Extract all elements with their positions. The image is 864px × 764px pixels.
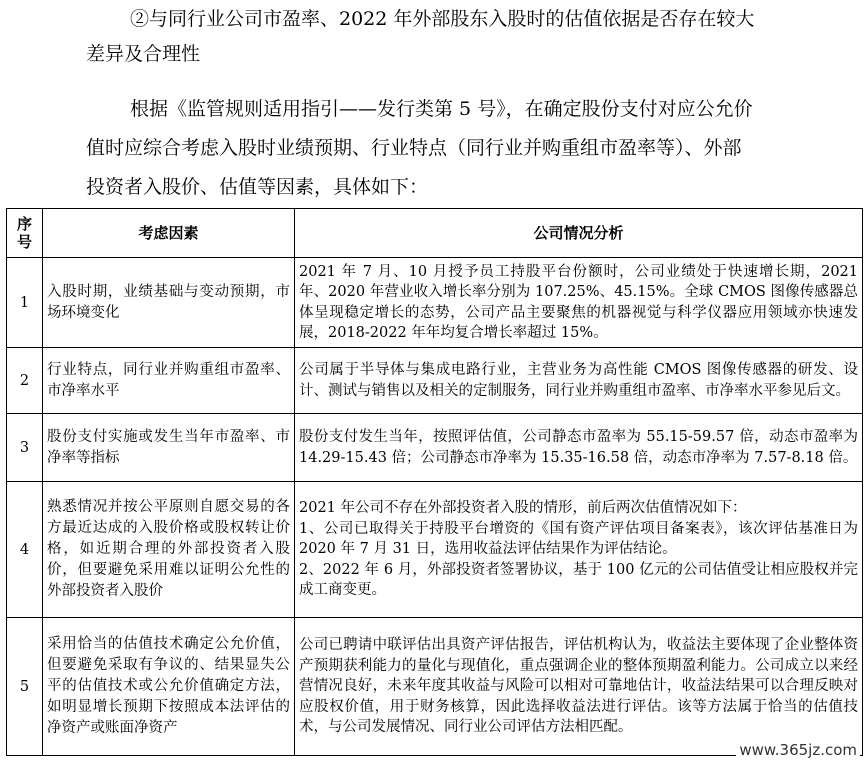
row-analysis: [295, 414, 863, 482]
valuation-factors-table: [6, 208, 863, 756]
row-seq: 4: [7, 482, 43, 618]
intro-line-3: 投资者入股价、估值等因素，具体如下：: [86, 176, 429, 198]
row-analysis: [295, 348, 863, 414]
row-seq: 5: [7, 618, 43, 756]
row-factor: 采用恰当的估值技术确定公允价值，但要避免采取有争议的、结果显失公平的估值技术或公允价值确定方法，如明显增长预期下按照成本法评估的净资产或账面净资产: [43, 618, 295, 756]
header-seq: 序号: [7, 209, 43, 258]
table-row: [7, 348, 863, 414]
heading-line-1: ②与同行业公司市盈率、2022 年外部股东入股时的估值依据是否存在较大: [130, 8, 755, 30]
row-analysis: [295, 482, 863, 618]
analysis-paragraph: 公司属于半导体与集成电路行业，主营业务为高性能 CMOS 图像传感器的研发、设计、测试与销售以及相关的定制服务，同行业并购重组市盈率、市净率水平参见后文。: [299, 362, 858, 399]
row-analysis: [295, 258, 863, 348]
header-factor: 考虑因素: [43, 209, 295, 258]
analysis-paragraph: 1、公司已取得关于持股平台增资的《国有资产评估项目备案表》，该次评估基准日为 2020 年 7 月 31 日，选用收益法评估结果作为评估结论。: [299, 520, 858, 558]
intro-line-1: 根据《监管规则适用指引——发行类第 5 号》，在确定股份支付对应公允价: [130, 98, 753, 120]
analysis-paragraph: 股份支付发生当年，按照评估值，公司静态市盈率为 55.15-59.57 倍，动态市盈率为 14.29-15.43 倍；公司静态市净率为 15.35-16.58 倍，动态市净率为 7.57-8.18 倍。: [299, 429, 858, 466]
heading-line-2: 差异及合理性: [86, 43, 201, 65]
table-row: [7, 618, 863, 756]
row-factor: 行业特点，同行业并购重组市盈率、市净率水平: [43, 348, 295, 414]
row-factor: 股份支付实施或发生当年市盈率、市净率等指标: [43, 414, 295, 482]
row-seq: 1: [7, 258, 43, 348]
row-seq: 2: [7, 348, 43, 414]
site-watermark: www.365jz.com: [736, 740, 860, 760]
row-analysis: [295, 618, 863, 756]
header-analysis: 公司情况分析: [295, 209, 863, 258]
analysis-paragraph: 2021 年公司不存在外部投资者入股的情形，前后两次估值情况如下：: [299, 500, 747, 517]
table-header-row: [7, 209, 863, 258]
intro-line-2: 值时应综合考虑入股时业绩预期、行业特点（同行业并购重组市盈率等）、外部: [86, 137, 742, 159]
row-factor: 入股时期，业绩基础与变动预期，市场环境变化: [43, 258, 295, 348]
row-factor: 熟悉情况并按公平原则自愿交易的各方最近达成的入股价格或股权转让价格，如近期合理的外部投资者入股价，但要避免采用难以证明公允性的外部投资者入股价: [43, 482, 295, 618]
table-row: [7, 258, 863, 348]
analysis-paragraph: 公司已聘请中联评估出具资产评估报告，评估机构认为，收益法主要体现了企业整体资产预期获利能力的量化与现值化，重点强调企业的整体预期盈利能力。公司成立以来经营情况良好，未来年度其收益与风险可以相对可靠地估计，收益法结果可以合理反映对应股权价值，用于财务核算，因此选择收益法进行评估。该等方法属于恰当的估值技术，与公司发展情况、同行业公司评估方法相匹配。: [299, 637, 858, 736]
analysis-paragraph: 2021 年 7 月、10 月授予员工持股平台份额时，公司业绩处于快速增长期，2021 年、2020 年营业收入增长率分别为 107.25%、45.15%。全球 CMOS 图像传感器总体呈现稳定增长的态势，公司产品主要聚焦的机器视觉与科学仪器应用领域亦快速发展，2018-2022 年年均复合增长率超过 15%。: [299, 263, 858, 341]
row-seq: 3: [7, 414, 43, 482]
analysis-paragraph: 2、2022 年 6 月，外部投资者签署协议，基于 100 亿元的公司估值受让相应股权并完成工商变更。: [299, 561, 858, 599]
table-row: [7, 482, 863, 618]
table-row: [7, 414, 863, 482]
